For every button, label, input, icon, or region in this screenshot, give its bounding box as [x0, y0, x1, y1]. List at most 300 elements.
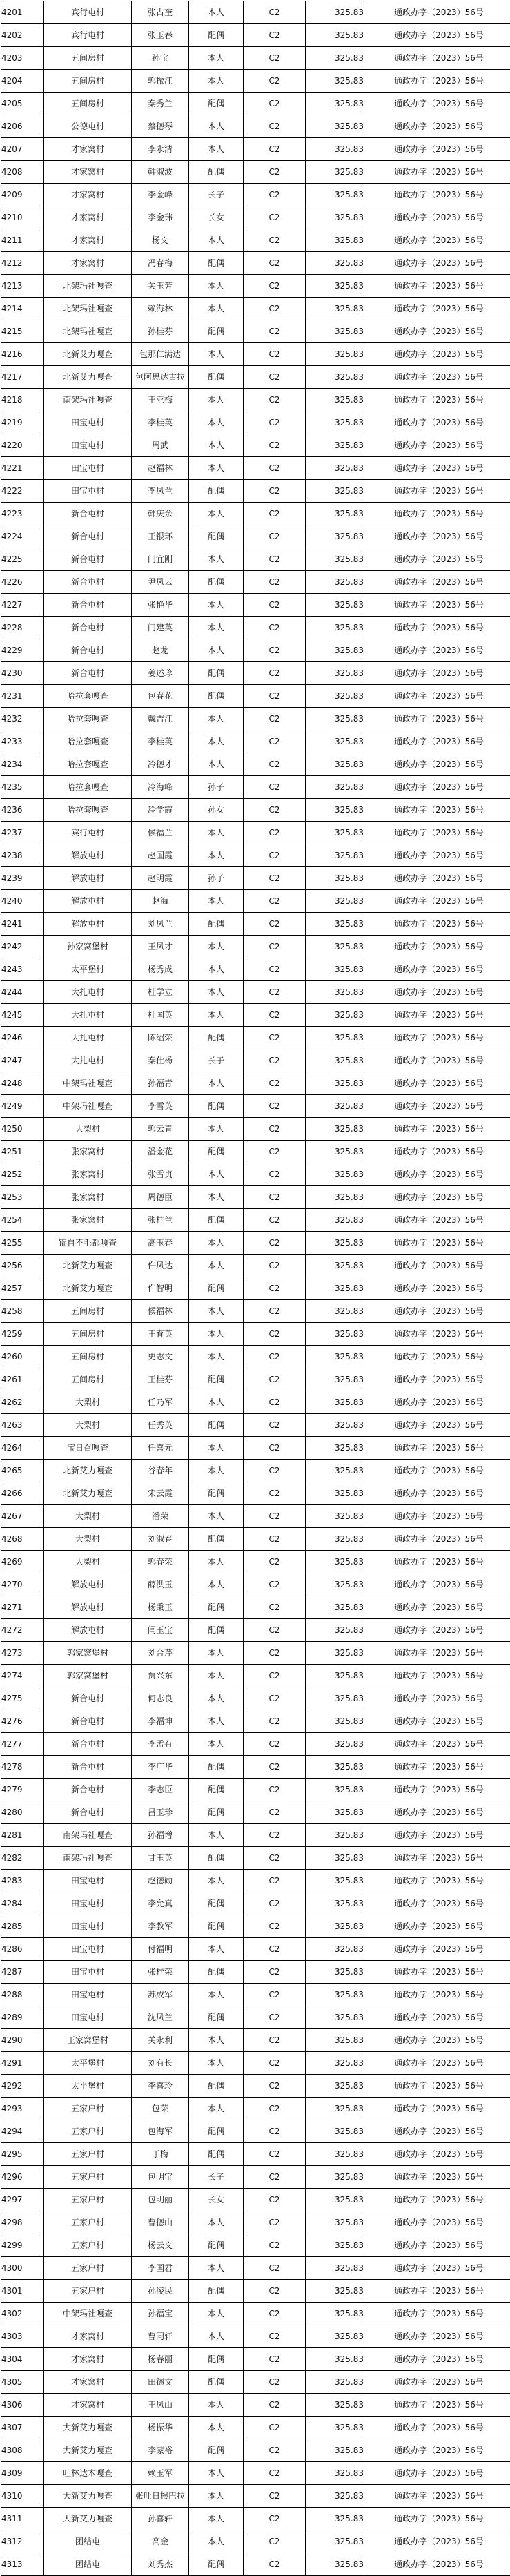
- relationship-cell: 本人: [189, 115, 244, 138]
- table-row: [1, 1687, 510, 1710]
- document-number-cell: 通政办字（2023）56号: [364, 1232, 510, 1255]
- relationship-cell: 本人: [189, 1255, 244, 1277]
- category-cell: C2: [244, 2189, 306, 2211]
- table-row: [1, 1277, 510, 1300]
- serial-number-cell: 4240: [1, 890, 44, 913]
- category-cell: C2: [244, 1779, 306, 1801]
- person-name-cell: 张吐日根巴拉: [132, 2485, 189, 2508]
- document-number-cell: 通政办字（2023）56号: [364, 913, 510, 936]
- table-row: [1, 2439, 510, 2462]
- village-cell: 哈拉套嘎查: [44, 708, 132, 730]
- serial-number-cell: 4264: [1, 1437, 44, 1460]
- village-cell: 新合屯村: [44, 1687, 132, 1710]
- person-name-cell: 李喜玲: [132, 2075, 189, 2098]
- amount-cell: 325.83: [306, 1346, 364, 1368]
- document-number-cell: 通政办字（2023）56号: [364, 2257, 510, 2280]
- category-cell: C2: [244, 298, 306, 320]
- table-row: [1, 1938, 510, 1961]
- amount-cell: 325.83: [306, 24, 364, 47]
- category-cell: C2: [244, 138, 306, 161]
- document-number-cell: 通政办字（2023）56号: [364, 2508, 510, 2530]
- amount-cell: 325.83: [306, 1551, 364, 1573]
- document-number-cell: 通政办字（2023）56号: [364, 343, 510, 366]
- amount-cell: 325.83: [306, 2143, 364, 2166]
- person-name-cell: 秦秀兰: [132, 93, 189, 115]
- serial-number-cell: 4267: [1, 1505, 44, 1528]
- table-row: [1, 1437, 510, 1460]
- serial-number-cell: 4245: [1, 1004, 44, 1027]
- relationship-cell: 配偶: [189, 1027, 244, 1049]
- serial-number-cell: 4286: [1, 1938, 44, 1961]
- serial-number-cell: 4243: [1, 958, 44, 981]
- document-number-cell: 通政办字（2023）56号: [364, 2234, 510, 2257]
- category-cell: C2: [244, 1710, 306, 1733]
- document-number-cell: 通政办字（2023）56号: [364, 1414, 510, 1437]
- amount-cell: 325.83: [306, 229, 364, 252]
- amount-cell: 325.83: [306, 1619, 364, 1642]
- relationship-cell: 本人: [189, 936, 244, 958]
- document-number-cell: 通政办字（2023）56号: [364, 594, 510, 617]
- category-cell: C2: [244, 2553, 306, 2576]
- amount-cell: 325.83: [306, 1232, 364, 1255]
- category-cell: C2: [244, 1368, 306, 1391]
- table-row: [1, 2075, 510, 2098]
- table-row: [1, 1596, 510, 1619]
- person-name-cell: 郭振江: [132, 70, 189, 93]
- person-name-cell: 薛洪玉: [132, 1573, 189, 1596]
- village-cell: 五间房村: [44, 1323, 132, 1346]
- document-number-cell: 通政办字（2023）56号: [364, 503, 510, 525]
- person-name-cell: 刘秀杰: [132, 2553, 189, 2576]
- category-cell: C2: [244, 93, 306, 115]
- person-name-cell: 潘金花: [132, 1141, 189, 1163]
- serial-number-cell: 4218: [1, 389, 44, 411]
- amount-cell: 325.83: [306, 2417, 364, 2439]
- category-cell: C2: [244, 115, 306, 138]
- serial-number-cell: 4301: [1, 2280, 44, 2303]
- document-number-cell: 通政办字（2023）56号: [364, 1460, 510, 1482]
- serial-number-cell: 4258: [1, 1300, 44, 1323]
- person-name-cell: 任喜元: [132, 1437, 189, 1460]
- category-cell: C2: [244, 2348, 306, 2371]
- relationship-cell: 配偶: [189, 2348, 244, 2371]
- amount-cell: 325.83: [306, 1141, 364, 1163]
- document-number-cell: 通政办字（2023）56号: [364, 1118, 510, 1141]
- document-number-cell: 通政办字（2023）56号: [364, 1733, 510, 1756]
- village-cell: 北新艾力嘎查: [44, 1255, 132, 1277]
- person-name-cell: 孙凌民: [132, 2280, 189, 2303]
- category-cell: C2: [244, 480, 306, 503]
- table-row: [1, 343, 510, 366]
- serial-number-cell: 4259: [1, 1323, 44, 1346]
- village-cell: 孙家窝堡村: [44, 936, 132, 958]
- document-number-cell: 通政办字（2023）56号: [364, 799, 510, 822]
- category-cell: C2: [244, 1277, 306, 1300]
- serial-number-cell: 4266: [1, 1482, 44, 1505]
- amount-cell: 325.83: [306, 1460, 364, 1482]
- table-row: [1, 1027, 510, 1049]
- serial-number-cell: 4210: [1, 206, 44, 229]
- table-row: [1, 184, 510, 206]
- person-name-cell: 孙宝: [132, 47, 189, 70]
- document-page: [0, 1, 510, 2576]
- document-number-cell: 通政办字（2023）56号: [364, 47, 510, 70]
- amount-cell: 325.83: [306, 2348, 364, 2371]
- relationship-cell: 本人: [189, 594, 244, 617]
- village-cell: 宾行屯村: [44, 822, 132, 844]
- amount-cell: 325.83: [306, 138, 364, 161]
- serial-number-cell: 4209: [1, 184, 44, 206]
- serial-number-cell: 4206: [1, 115, 44, 138]
- village-cell: 田宝屯村: [44, 434, 132, 457]
- village-cell: 田宝屯村: [44, 2006, 132, 2029]
- serial-number-cell: 4207: [1, 138, 44, 161]
- serial-number-cell: 4263: [1, 1414, 44, 1437]
- document-number-cell: 通政办字（2023）56号: [364, 2029, 510, 2052]
- person-name-cell: 李孟有: [132, 1733, 189, 1756]
- document-number-cell: 通政办字（2023）56号: [364, 2325, 510, 2348]
- document-number-cell: 通政办字（2023）56号: [364, 525, 510, 548]
- table-row: [1, 2553, 510, 2576]
- village-cell: 五家户村: [44, 2120, 132, 2143]
- person-name-cell: 李桂英: [132, 730, 189, 753]
- person-name-cell: 赵龙: [132, 639, 189, 662]
- village-cell: 新合屯村: [44, 1710, 132, 1733]
- serial-number-cell: 4220: [1, 434, 44, 457]
- amount-cell: 325.83: [306, 184, 364, 206]
- village-cell: 新合屯村: [44, 503, 132, 525]
- person-name-cell: 潘荣: [132, 1505, 189, 1528]
- person-name-cell: 冷学霞: [132, 799, 189, 822]
- table-row: [1, 1528, 510, 1551]
- village-cell: 王家窝堡村: [44, 2029, 132, 2052]
- village-cell: 才家窝村: [44, 138, 132, 161]
- person-name-cell: 张雪贞: [132, 1163, 189, 1186]
- serial-number-cell: 4203: [1, 47, 44, 70]
- serial-number-cell: 4244: [1, 981, 44, 1004]
- document-number-cell: 通政办字（2023）56号: [364, 1961, 510, 1984]
- document-number-cell: 通政办字（2023）56号: [364, 708, 510, 730]
- category-cell: C2: [244, 1573, 306, 1596]
- serial-number-cell: 4311: [1, 2508, 44, 2530]
- village-cell: 太平堡村: [44, 958, 132, 981]
- person-name-cell: 贾兴东: [132, 1665, 189, 1687]
- person-name-cell: 田德文: [132, 2371, 189, 2394]
- relationship-cell: 本人: [189, 1, 244, 24]
- amount-cell: 325.83: [306, 411, 364, 434]
- category-cell: C2: [244, 1437, 306, 1460]
- person-name-cell: 赖玉军: [132, 2462, 189, 2485]
- relationship-cell: 配偶: [189, 1779, 244, 1801]
- village-cell: 太平堡村: [44, 2052, 132, 2075]
- person-name-cell: 任乃军: [132, 1391, 189, 1414]
- serial-number-cell: 4271: [1, 1596, 44, 1619]
- document-number-cell: 通政办字（2023）56号: [364, 1323, 510, 1346]
- document-number-cell: 通政办字（2023）56号: [364, 1779, 510, 1801]
- person-name-cell: 仵凤达: [132, 1255, 189, 1277]
- serial-number-cell: 4287: [1, 1961, 44, 1984]
- table-row: [1, 936, 510, 958]
- amount-cell: 325.83: [306, 1391, 364, 1414]
- relationship-cell: 配偶: [189, 366, 244, 389]
- amount-cell: 325.83: [306, 2257, 364, 2280]
- document-number-cell: 通政办字（2023）56号: [364, 2371, 510, 2394]
- relationship-cell: 本人: [189, 958, 244, 981]
- document-number-cell: 通政办字（2023）56号: [364, 320, 510, 343]
- relationship-cell: 本人: [189, 1870, 244, 1892]
- village-cell: 五间房村: [44, 1368, 132, 1391]
- document-number-cell: 通政办字（2023）56号: [364, 161, 510, 184]
- serial-number-cell: 4247: [1, 1049, 44, 1072]
- amount-cell: 325.83: [306, 2280, 364, 2303]
- person-name-cell: 沈凤兰: [132, 2006, 189, 2029]
- category-cell: C2: [244, 1255, 306, 1277]
- category-cell: C2: [244, 958, 306, 981]
- person-name-cell: 杨春丽: [132, 2348, 189, 2371]
- village-cell: 郭家窝堡村: [44, 1642, 132, 1665]
- person-name-cell: 包明宝: [132, 2166, 189, 2189]
- category-cell: C2: [244, 2303, 306, 2325]
- table-row: [1, 1892, 510, 1915]
- category-cell: C2: [244, 206, 306, 229]
- amount-cell: 325.83: [306, 1938, 364, 1961]
- relationship-cell: 本人: [189, 1118, 244, 1141]
- amount-cell: 325.83: [306, 480, 364, 503]
- relationship-cell: 本人: [189, 708, 244, 730]
- person-name-cell: 门宜刚: [132, 548, 189, 571]
- person-name-cell: 李凤兰: [132, 480, 189, 503]
- serial-number-cell: 4253: [1, 1186, 44, 1209]
- serial-number-cell: 4290: [1, 2029, 44, 2052]
- table-row: [1, 2280, 510, 2303]
- amount-cell: 325.83: [306, 1049, 364, 1072]
- village-cell: 田宝屯村: [44, 411, 132, 434]
- person-name-cell: 杜国英: [132, 1004, 189, 1027]
- document-number-cell: 通政办字（2023）56号: [364, 867, 510, 890]
- village-cell: 哈拉套嘎查: [44, 685, 132, 708]
- category-cell: C2: [244, 1642, 306, 1665]
- person-name-cell: 李国君: [132, 2257, 189, 2280]
- document-number-cell: 通政办字（2023）56号: [364, 1505, 510, 1528]
- category-cell: C2: [244, 890, 306, 913]
- village-cell: 新合屯村: [44, 1779, 132, 1801]
- person-name-cell: 曹同轩: [132, 2325, 189, 2348]
- amount-cell: 325.83: [306, 1756, 364, 1779]
- amount-cell: 325.83: [306, 2325, 364, 2348]
- serial-number-cell: 4268: [1, 1528, 44, 1551]
- village-cell: 大新艾力嘎查: [44, 2439, 132, 2462]
- relationship-cell: 配偶: [189, 685, 244, 708]
- relationship-cell: 配偶: [189, 2234, 244, 2257]
- amount-cell: 325.83: [306, 434, 364, 457]
- serial-number-cell: 4201: [1, 1, 44, 24]
- table-row: [1, 958, 510, 981]
- table-row: [1, 1733, 510, 1756]
- table-row: [1, 1619, 510, 1642]
- table-row: [1, 1095, 510, 1118]
- amount-cell: 325.83: [306, 2234, 364, 2257]
- person-name-cell: 杨文: [132, 229, 189, 252]
- amount-cell: 325.83: [306, 275, 364, 298]
- relationship-cell: 本人: [189, 2098, 244, 2120]
- category-cell: C2: [244, 799, 306, 822]
- records-table: [1, 1, 510, 2576]
- document-number-cell: 通政办字（2023）56号: [364, 617, 510, 639]
- village-cell: 哈拉套嘎查: [44, 753, 132, 776]
- category-cell: C2: [244, 1186, 306, 1209]
- relationship-cell: 本人: [189, 343, 244, 366]
- document-number-cell: 通政办字（2023）56号: [364, 1095, 510, 1118]
- category-cell: C2: [244, 47, 306, 70]
- village-cell: 北新艾力嘎查: [44, 1460, 132, 1482]
- relationship-cell: 配偶: [189, 2280, 244, 2303]
- amount-cell: 325.83: [306, 1847, 364, 1870]
- village-cell: 新合屯村: [44, 525, 132, 548]
- serial-number-cell: 4304: [1, 2348, 44, 2371]
- serial-number-cell: 4294: [1, 2120, 44, 2143]
- amount-cell: 325.83: [306, 936, 364, 958]
- document-number-cell: 通政办字（2023）56号: [364, 2303, 510, 2325]
- document-number-cell: 通政办字（2023）56号: [364, 2485, 510, 2508]
- relationship-cell: 配偶: [189, 1141, 244, 1163]
- category-cell: C2: [244, 1209, 306, 1232]
- serial-number-cell: 4222: [1, 480, 44, 503]
- serial-number-cell: 4285: [1, 1915, 44, 1938]
- category-cell: C2: [244, 1049, 306, 1072]
- village-cell: 新合屯村: [44, 548, 132, 571]
- table-row: [1, 2006, 510, 2029]
- serial-number-cell: 4230: [1, 662, 44, 685]
- person-name-cell: 周武: [132, 434, 189, 457]
- category-cell: C2: [244, 1824, 306, 1847]
- person-name-cell: 杜学立: [132, 981, 189, 1004]
- table-row: [1, 252, 510, 275]
- village-cell: 才家窝村: [44, 184, 132, 206]
- table-row: [1, 2348, 510, 2371]
- document-number-cell: 通政办字（2023）56号: [364, 2006, 510, 2029]
- category-cell: C2: [244, 343, 306, 366]
- serial-number-cell: 4281: [1, 1824, 44, 1847]
- person-name-cell: 赵国霞: [132, 844, 189, 867]
- person-name-cell: 苏成军: [132, 1984, 189, 2006]
- relationship-cell: 本人: [189, 1733, 244, 1756]
- village-cell: 北新艾力嘎查: [44, 343, 132, 366]
- village-cell: 北新艾力嘎查: [44, 366, 132, 389]
- person-name-cell: 韩庆余: [132, 503, 189, 525]
- serial-number-cell: 4225: [1, 548, 44, 571]
- relationship-cell: 配偶: [189, 571, 244, 594]
- amount-cell: 325.83: [306, 1, 364, 24]
- table-row: [1, 799, 510, 822]
- relationship-cell: 配偶: [189, 1414, 244, 1437]
- person-name-cell: 赵德勋: [132, 1870, 189, 1892]
- serial-number-cell: 4288: [1, 1984, 44, 2006]
- document-number-cell: 通政办字（2023）56号: [364, 434, 510, 457]
- amount-cell: 325.83: [306, 1072, 364, 1095]
- document-number-cell: 通政办字（2023）56号: [364, 639, 510, 662]
- amount-cell: 325.83: [306, 206, 364, 229]
- category-cell: C2: [244, 2371, 306, 2394]
- relationship-cell: 本人: [189, 1072, 244, 1095]
- category-cell: C2: [244, 275, 306, 298]
- serial-number-cell: 4303: [1, 2325, 44, 2348]
- document-number-cell: 通政办字（2023）56号: [364, 2143, 510, 2166]
- amount-cell: 325.83: [306, 867, 364, 890]
- village-cell: 田宝屯村: [44, 1892, 132, 1915]
- table-row: [1, 2029, 510, 2052]
- amount-cell: 325.83: [306, 1027, 364, 1049]
- amount-cell: 325.83: [306, 730, 364, 753]
- serial-number-cell: 4289: [1, 2006, 44, 2029]
- serial-number-cell: 4212: [1, 252, 44, 275]
- table-row: [1, 1368, 510, 1391]
- person-name-cell: 周德臣: [132, 1186, 189, 1209]
- village-cell: 新合屯村: [44, 1733, 132, 1756]
- person-name-cell: 冯春梅: [132, 252, 189, 275]
- amount-cell: 325.83: [306, 2075, 364, 2098]
- category-cell: C2: [244, 2508, 306, 2530]
- relationship-cell: 配偶: [189, 1482, 244, 1505]
- category-cell: C2: [244, 70, 306, 93]
- table-row: [1, 867, 510, 890]
- records-table-body: [1, 1, 510, 2576]
- village-cell: 大扎屯村: [44, 1004, 132, 1027]
- document-number-cell: 通政办字（2023）56号: [364, 1004, 510, 1027]
- person-name-cell: 孙桂芬: [132, 320, 189, 343]
- table-row: [1, 2211, 510, 2234]
- village-cell: 解放屯村: [44, 890, 132, 913]
- document-number-cell: 通政办字（2023）56号: [364, 138, 510, 161]
- document-number-cell: 通政办字（2023）56号: [364, 1847, 510, 1870]
- category-cell: C2: [244, 639, 306, 662]
- category-cell: C2: [244, 1072, 306, 1095]
- amount-cell: 325.83: [306, 2371, 364, 2394]
- document-number-cell: 通政办字（2023）56号: [364, 548, 510, 571]
- category-cell: C2: [244, 1551, 306, 1573]
- amount-cell: 325.83: [306, 571, 364, 594]
- relationship-cell: 配偶: [189, 1619, 244, 1642]
- amount-cell: 325.83: [306, 822, 364, 844]
- document-number-cell: 通政办字（2023）56号: [364, 1368, 510, 1391]
- person-name-cell: 刘凤兰: [132, 913, 189, 936]
- relationship-cell: 本人: [189, 389, 244, 411]
- document-number-cell: 通政办字（2023）56号: [364, 184, 510, 206]
- category-cell: C2: [244, 2485, 306, 2508]
- village-cell: 大扎屯村: [44, 1049, 132, 1072]
- table-row: [1, 2234, 510, 2257]
- category-cell: C2: [244, 1323, 306, 1346]
- relationship-cell: 长子: [189, 184, 244, 206]
- person-name-cell: 包那仁满达: [132, 343, 189, 366]
- serial-number-cell: 4211: [1, 229, 44, 252]
- category-cell: C2: [244, 1733, 306, 1756]
- person-name-cell: 高玉春: [132, 1232, 189, 1255]
- table-row: [1, 1255, 510, 1277]
- document-number-cell: 通政办字（2023）56号: [364, 1209, 510, 1232]
- category-cell: C2: [244, 1300, 306, 1323]
- document-number-cell: 通政办字（2023）56号: [364, 2417, 510, 2439]
- document-number-cell: 通政办字（2023）56号: [364, 958, 510, 981]
- relationship-cell: 本人: [189, 1505, 244, 1528]
- village-cell: 五家户村: [44, 2211, 132, 2234]
- person-name-cell: 蔡德琴: [132, 115, 189, 138]
- document-number-cell: 通政办字（2023）56号: [364, 1255, 510, 1277]
- amount-cell: 325.83: [306, 1733, 364, 1756]
- person-name-cell: 李志臣: [132, 1779, 189, 1801]
- table-row: [1, 1414, 510, 1437]
- category-cell: C2: [244, 2098, 306, 2120]
- amount-cell: 325.83: [306, 2052, 364, 2075]
